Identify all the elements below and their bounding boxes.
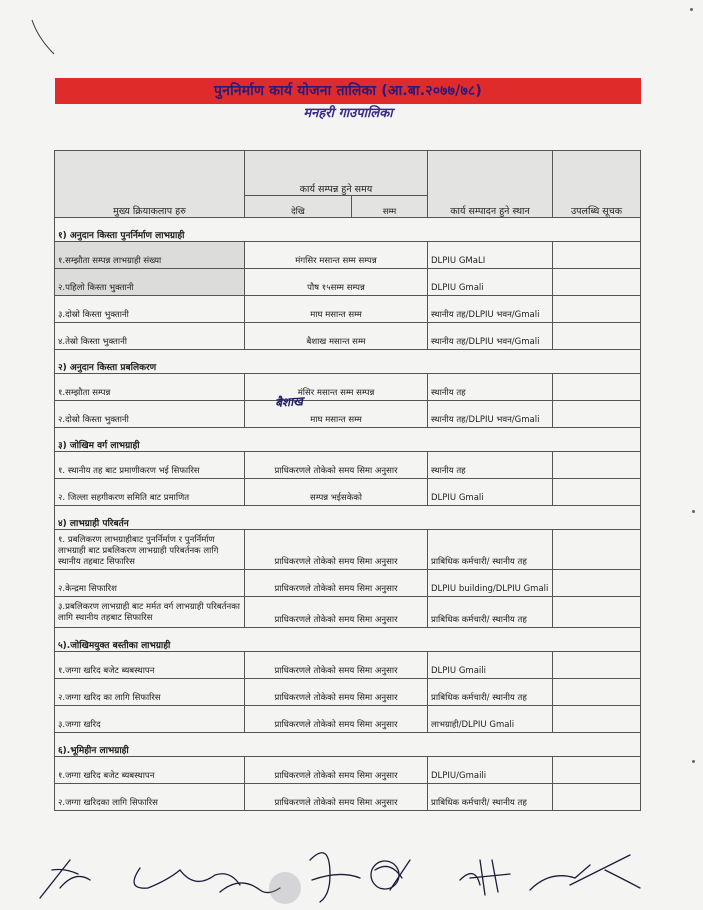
- time-cell: माघ मसान्त सम्म: [245, 401, 428, 428]
- location-cell: स्थानीय तह/DLPIU भवन/Gmali: [428, 401, 553, 428]
- table-row: [55, 374, 641, 401]
- table-row: [55, 269, 641, 296]
- activity-cell: १.जग्गा खरिद बजेट ब्यबस्थापन: [55, 652, 245, 679]
- indicator-cell: [553, 374, 641, 401]
- indicator-cell: [553, 242, 641, 269]
- pen-mark-icon: [28, 18, 58, 58]
- activity-cell: २.केन्द्रमा सिफारिश: [55, 570, 245, 597]
- scan-speck: [690, 8, 693, 11]
- location-cell: DLPIU Gmali: [428, 479, 553, 506]
- page-subtitle: मनहरी गाउपालिका: [303, 106, 393, 121]
- table-row: [55, 597, 641, 628]
- location-cell: प्राबिधिक कर्मचारी/ स्थानीय तह: [428, 530, 553, 570]
- indicator-cell: [553, 570, 641, 597]
- table-row: [55, 652, 641, 679]
- activity-cell: ३.दोस्रो किस्ता भुक्तानी: [55, 296, 245, 323]
- time-cell: सम्पन्न भईसकेको: [245, 479, 428, 506]
- table-row: [55, 706, 641, 733]
- activity-cell: ३.प्रबलिकरण लाभग्राही बाट मर्मत वर्ग लाभग्राही परिबर्तनका लागि स्थानीय तहबाट सिफारिस: [55, 597, 245, 628]
- activity-cell: २. जिल्ला सहगीकरण समिति बाट प्रमाणित: [55, 479, 245, 506]
- indicator-cell: [553, 652, 641, 679]
- indicator-cell: [553, 530, 641, 570]
- activity-cell: ४.तेस्रो किस्ता भुक्तानी: [55, 323, 245, 350]
- location-cell: DLPIU GMaLI: [428, 242, 553, 269]
- location-cell: DLPIU building/DLPIU Gmali: [428, 570, 553, 597]
- table-row: [55, 242, 641, 269]
- table-row: [55, 401, 641, 428]
- time-cell: प्राधिकरणले तोकेको समय सिमा अनुसार: [245, 452, 428, 479]
- table-row: [55, 296, 641, 323]
- time-cell: मंसिर मसान्त सम्म सम्पन्न: [245, 374, 428, 401]
- time-cell: पौष १५सम्म सम्पन्न: [245, 269, 428, 296]
- signatures-image: [30, 830, 670, 905]
- activity-cell: २.दोस्रो किस्ता भुक्तानी: [55, 401, 245, 428]
- table-row: [55, 679, 641, 706]
- time-cell: प्राधिकरणले तोकेको समय सिमा अनुसार: [245, 652, 428, 679]
- header-activity: मुख्य क्रियाकलाप हरु: [55, 151, 245, 218]
- section-title: ६).भूमिहीन लाभग्राही: [55, 733, 641, 757]
- section-title: ४) लाभग्राही परिबर्तन: [55, 506, 641, 530]
- indicator-cell: [553, 757, 641, 784]
- indicator-cell: [553, 784, 641, 811]
- header-indicator: उपलब्धि सूचक: [553, 151, 641, 218]
- time-cell: मंगसिर मसान्त सम्म सम्पन्न: [245, 242, 428, 269]
- scan-speck: [692, 760, 695, 763]
- table-row: [55, 452, 641, 479]
- header-location: कार्य सम्पादन हुने स्थान: [428, 151, 553, 218]
- indicator-cell: [553, 706, 641, 733]
- activity-cell: २.पहिलो किस्ता भुक्तानी: [55, 269, 245, 296]
- table-row: [55, 323, 641, 350]
- scan-speck: [692, 510, 695, 513]
- section-title: १) अनुदान किस्ता पुनर्निर्माण लाभग्राही: [55, 218, 641, 242]
- indicator-cell: [553, 479, 641, 506]
- indicator-cell: [553, 296, 641, 323]
- indicator-cell: [553, 323, 641, 350]
- activity-cell: २.जग्गा खरिदका लागि सिफारिस: [55, 784, 245, 811]
- page-title: पुननिर्माण कार्य योजना तालिका (आ.बा.२०७७/७८): [213, 83, 483, 99]
- activity-cell: १.सम्झौता सम्पन्न: [55, 374, 245, 401]
- location-cell: स्थानीय तह/DLPIU भवन/Gmali: [428, 323, 553, 350]
- location-cell: स्थानीय तह: [428, 374, 553, 401]
- location-cell: लाभग्राही/DLPIU Gmali: [428, 706, 553, 733]
- table-row: [55, 570, 641, 597]
- activity-cell: १.सम्झौता सम्पन्न लाभग्राही संख्या: [55, 242, 245, 269]
- section-title: २) अनुदान किस्ता प्रबलिकरण: [55, 350, 641, 374]
- table-row: [55, 784, 641, 811]
- location-cell: स्थानीय तह: [428, 452, 553, 479]
- indicator-cell: [553, 679, 641, 706]
- indicator-cell: [553, 452, 641, 479]
- indicator-cell: [553, 269, 641, 296]
- time-cell: प्राधिकरणले तोकेको समय सिमा अनुसार: [245, 530, 428, 570]
- table-row: [55, 479, 641, 506]
- section-title: ५).जोखिमयुक्त बस्तीका लाभग्राही: [55, 628, 641, 652]
- activity-cell: २.जग्गा खरिद का लागि सिफारिस: [55, 679, 245, 706]
- location-cell: स्थानीय तह/DLPIU भवन/Gmali: [428, 296, 553, 323]
- activity-cell: १. स्थानीय तह बाट प्रमाणीकरण भई सिफारिस: [55, 452, 245, 479]
- location-cell: प्राबिधिक कर्मचारी/ स्थानीय तह: [428, 597, 553, 628]
- location-cell: प्राबिधिक कर्मचारी/ स्थानीय तह: [428, 784, 553, 811]
- time-cell: प्राधिकरणले तोकेको समय सिमा अनुसार: [245, 679, 428, 706]
- time-cell: बैशाख मसान्त सम्म: [245, 323, 428, 350]
- activity-cell: ३.जग्गा खरिद: [55, 706, 245, 733]
- header-to: सम्म: [352, 196, 428, 218]
- indicator-cell: [553, 597, 641, 628]
- time-cell: प्राधिकरणले तोकेको समय सिमा अनुसार: [245, 706, 428, 733]
- time-cell: प्राधिकरणले तोकेको समय सिमा अनुसार: [245, 570, 428, 597]
- header-time: कार्य सम्पन्न हुने समय: [245, 151, 428, 196]
- time-cell: प्राधिकरणले तोकेको समय सिमा अनुसार: [245, 757, 428, 784]
- location-cell: DLPIU Gmaili: [428, 652, 553, 679]
- location-cell: DLPIU Gmali: [428, 269, 553, 296]
- title-banner: [55, 78, 641, 104]
- time-cell: माघ मसान्त सम्म: [245, 296, 428, 323]
- action-plan-table: [54, 150, 641, 811]
- activity-cell: १. प्रबलिकरण लाभग्राहीबाट पुनर्निर्माण र पुनर्निर्माण लाभग्राही बाट प्रबलिकरण लाभग्राही परिबर्तनक लागि स्थानीय तहबाट सिफारिस: [55, 530, 245, 570]
- table-row: [55, 530, 641, 570]
- time-cell: प्राधिकरणले तोकेको समय सिमा अनुसार: [245, 597, 428, 628]
- time-cell: प्राधिकरणले तोकेको समय सिमा अनुसार: [245, 784, 428, 811]
- header-from: देखि: [245, 196, 352, 218]
- table-row: [55, 757, 641, 784]
- activity-cell: १.जग्गा खरिद बजेट ब्यबस्थापन: [55, 757, 245, 784]
- indicator-cell: [553, 401, 641, 428]
- location-cell: DLPIU/Gmaili: [428, 757, 553, 784]
- section-title: ३) जोखिम वर्ग लाभग्राही: [55, 428, 641, 452]
- handwritten-correction: बैशाख: [274, 394, 304, 410]
- location-cell: प्राबिधिक कर्मचारी/ स्थानीय तह: [428, 679, 553, 706]
